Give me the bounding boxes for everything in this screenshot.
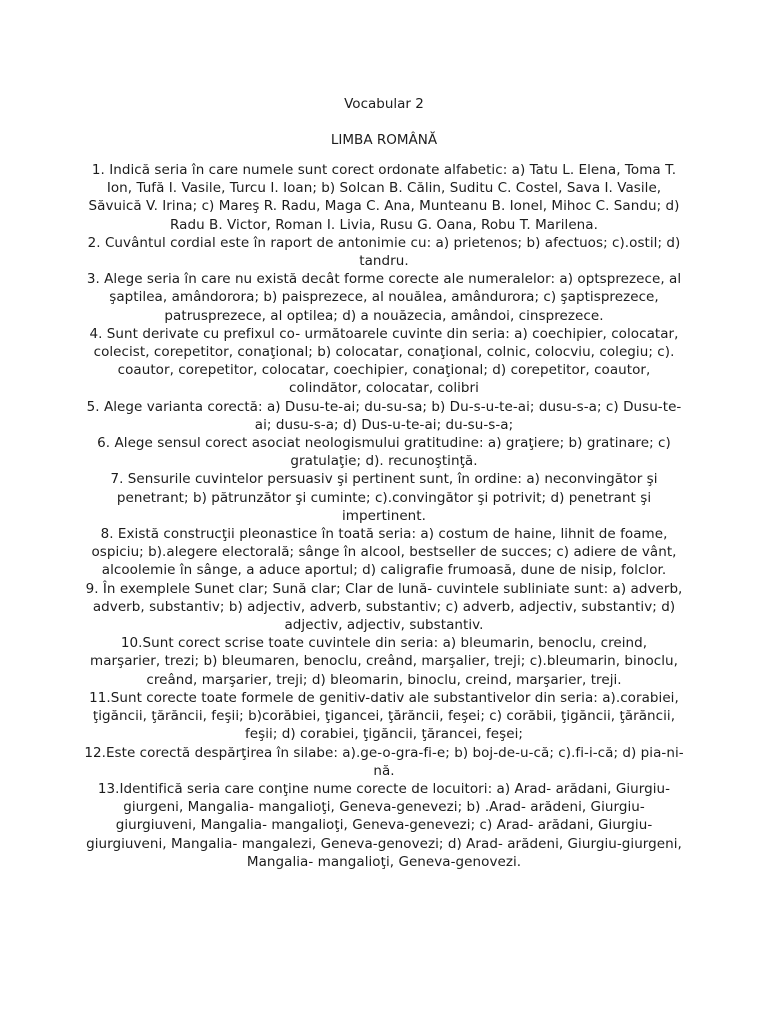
document-title: Vocabular 2 xyxy=(344,96,424,112)
question-item: 1. Indică seria în care numele sunt corect ordonate alfabetic: a) Tatu L. Elena, Toma T. Ion, Tufă I. Vasile, Turcu I. Ioan; b) Solcan B. Călin, Suditu C. Costel, Sava I. Vasile, Săvuică V. Irina; c) Mareş R. Radu, Maga C. Ana, Munteanu B. Ionel, Mihoc C. Sandu; d) Radu B. Victor, Roman I. Livia, Rusu G. Oana, Robu T. Marilena. xyxy=(88,162,680,233)
question-item: 12.Este corectă despărţirea în silabe: a).ge-o-gra-fi-e; b) boj-de-u-că; c).fi-i-că; d) pia-ni-nă. xyxy=(84,744,684,779)
question-item: 2. Cuvântul cordial este în raport de antonimie cu: a) prietenos; b) afectuos; c).ostil; d) tandru. xyxy=(87,234,681,270)
question-list xyxy=(84,161,684,871)
question-item: 3. Alege seria în care nu există decât forme corecte ale numeralelor: a) optsprezece, al şaptilea, amândorora; b) paisprezece, al nouălea, amândurora; c) şaptisprezece, patrusprezece, al optilea; d) a nouăzecia, amândoi, cinsprezece. xyxy=(86,271,682,324)
question-item: 11.Sunt corecte toate formele de genitiv-dativ ale substantivelor din seria: a).corabiei, ţigăncii, ţărăncii, feşii; b)corăbiei, ţigancei, ţărăncii, feşei; c) corăbii, ţigăncii, ţărăncii, feşii; d) corabiei, ţigăncii, ţărancei, feşei; xyxy=(89,689,679,743)
question-item: 7. Sensurile cuvintelor persuasiv şi pertinent sunt, în ordine: a) neconvingător şi penetrant; b) pătrunzător şi cuminte; c).convingător şi potrivit; d) penetrant şi impertinent. xyxy=(110,471,658,524)
question-item: 9. În exemplele Sunet clar; Sună clar; Clar de lună- cuvintele subliniate sunt: a) adverb, adverb, substantiv; b) adjectiv, adverb, substantiv; c) adverb, adjectiv, substantiv; d) adjectiv, adjectiv, substantiv. xyxy=(85,580,683,634)
document-subtitle: LIMBA ROMÂNĂ xyxy=(330,132,438,148)
question-item: 4. Sunt derivate cu prefixul co- următoarele cuvinte din seria: a) coechipier, colocatar, colecist, corepetitor, conaţional; b) colocatar, conaţional, colnic, colocviu, colegiu; c). coautor, corepetitor, colocatar, coechipier, conaţional; d) corepetitor, coautor, colindător, colocatar, colibri xyxy=(89,325,679,397)
question-item: 10.Sunt corect scrise toate cuvintele din seria: a) bleumarin, benoclu, creind, marşarier, trezi; b) bleumaren, benoclu, creând, marşalier, treji; c).bleumarin, binoclu, creând, marşarier, treji; d) bleomarin, binoclu, creind, marşarier, treji. xyxy=(90,635,678,688)
question-item: 8. Există construcţii pleonastice în toată seria: a) costum de haine, lihnit de foame, ospiciu; b).alegere electorală; sânge în alcool, bestseller de succes; c) adiere de vânt, alcoolemie în sânge, a aduce aportul; d) caligrafie frumoasă, dune de nisip, folclor. xyxy=(91,526,677,579)
question-item: 5. Alege varianta corectă: a) Dusu-te-ai; du-su-sa; b) Du-s-u-te-ai; dusu-s-a; c) Dusu-te-ai; dusu-s-a; d) Dus-u-te-ai; du-su-s-a; xyxy=(86,398,682,433)
question-item: 13.Identifică seria care conţine nume corecte de locuitori: a) Arad- arădani, Giurgiu-giurgeni, Mangalia- mangalioţi, Geneva-genevezi; b) .Arad- arădeni, Giurgiu-giurgiuveni, Mangalia- mangalioţi, Geneva-genevezi; c) Arad- arădani, Giurgiu-giurgiuveni, Mangalia- mangalezi, Geneva-genovezi; d) Arad- arădeni, Giurgiu-giurgeni, Mangalia- mangalioţi, Geneva-genovezi. xyxy=(86,780,682,870)
question-item: 6. Alege sensul corect asociat neologismului gratitudine: a) graţiere; b) gratinare; c) gratulaţie; d). recunoştinţă. xyxy=(97,435,671,470)
